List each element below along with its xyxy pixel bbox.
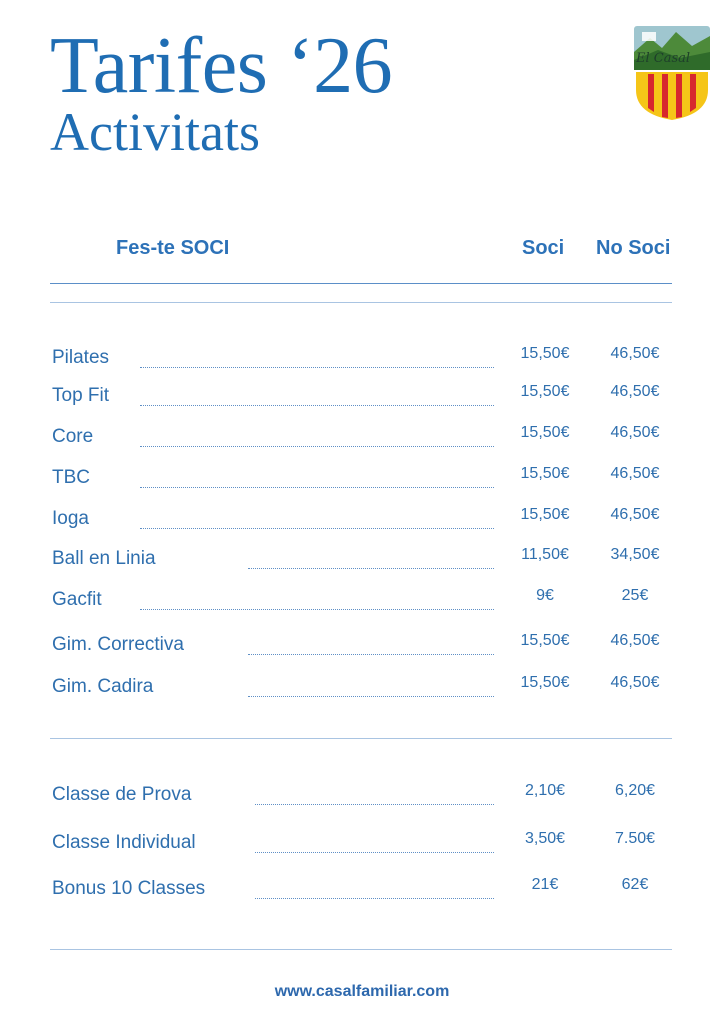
header-no-soci: No Soci bbox=[596, 237, 671, 259]
page-subtitle: Activitats bbox=[50, 102, 260, 162]
class-name: Bonus 10 Classes bbox=[52, 878, 206, 899]
dot-leader bbox=[140, 487, 494, 488]
dot-leader bbox=[248, 654, 494, 655]
price-no-soci: 34,50€ bbox=[610, 546, 660, 563]
dot-leader bbox=[255, 898, 494, 899]
price-row-gim-correctiva bbox=[0, 634, 724, 664]
price-soci: 15,50€ bbox=[520, 632, 570, 649]
price-soci: 21€ bbox=[531, 876, 559, 893]
dot-leader bbox=[140, 405, 494, 406]
price-soci: 15,50€ bbox=[520, 465, 570, 482]
price-row-gacfit bbox=[0, 589, 724, 619]
price-row-bonus-10-classes bbox=[0, 878, 724, 908]
page-title: Tarifes ‘26 bbox=[50, 22, 393, 110]
price-soci: 11,50€ bbox=[521, 546, 569, 563]
price-soci: 15,50€ bbox=[520, 506, 570, 523]
dot-leader bbox=[248, 696, 494, 697]
price-row-ioga bbox=[0, 508, 724, 538]
section-divider bbox=[50, 738, 672, 739]
price-row-classe-individual bbox=[0, 832, 724, 862]
activity-name: Gacfit bbox=[52, 589, 102, 610]
price-no-soci: 6,20€ bbox=[614, 782, 656, 799]
activity-name: Core bbox=[52, 426, 94, 447]
activity-name: TBC bbox=[52, 467, 90, 488]
casal-logo bbox=[628, 22, 714, 122]
header-fes-soci: Fes-te SOCI bbox=[116, 237, 230, 259]
price-no-soci: 46,50€ bbox=[610, 424, 660, 441]
activity-name: Ball en Linia bbox=[52, 548, 156, 569]
section-divider bbox=[50, 949, 672, 950]
price-no-soci: 62€ bbox=[621, 876, 649, 893]
price-row-top-fit bbox=[0, 385, 724, 415]
website-link[interactable]: www.casalfamiliar.com bbox=[274, 983, 450, 1000]
dot-leader bbox=[140, 446, 494, 447]
price-no-soci: 46,50€ bbox=[610, 345, 660, 362]
price-soci: 15,50€ bbox=[520, 674, 570, 691]
price-no-soci: 25€ bbox=[621, 587, 649, 604]
price-soci: 15,50€ bbox=[520, 383, 570, 400]
dot-leader bbox=[140, 528, 494, 529]
dot-leader bbox=[255, 852, 494, 853]
price-no-soci: 46,50€ bbox=[610, 674, 660, 691]
activity-name: Pilates bbox=[52, 347, 110, 368]
price-no-soci: 46,50€ bbox=[610, 383, 660, 400]
price-soci: 9€ bbox=[536, 587, 554, 604]
price-row-tbc bbox=[0, 467, 724, 497]
activity-name: Gim. Cadira bbox=[52, 676, 154, 697]
price-row-ball-en-linia bbox=[0, 548, 724, 578]
price-no-soci: 46,50€ bbox=[610, 632, 660, 649]
dot-leader bbox=[140, 609, 494, 610]
header-soci: Soci bbox=[522, 237, 565, 259]
activity-name: Top Fit bbox=[52, 385, 110, 406]
dot-leader bbox=[255, 804, 494, 805]
class-name: Classe Individual bbox=[52, 832, 196, 853]
price-soci: 3,50€ bbox=[524, 830, 566, 847]
price-row-gim-cadira bbox=[0, 676, 724, 706]
price-no-soci: 7.50€ bbox=[614, 830, 656, 847]
price-row-pilates bbox=[0, 347, 724, 377]
price-no-soci: 46,50€ bbox=[610, 506, 660, 523]
header-divider bbox=[50, 283, 672, 284]
activity-name: Gim. Correctiva bbox=[52, 634, 184, 655]
price-soci: 15,50€ bbox=[520, 345, 570, 362]
class-name: Classe de Prova bbox=[52, 784, 192, 805]
price-row-core bbox=[0, 426, 724, 456]
dot-leader bbox=[140, 367, 494, 368]
price-no-soci: 46,50€ bbox=[610, 465, 660, 482]
price-soci: 2,10€ bbox=[524, 782, 566, 799]
activity-name: Ioga bbox=[52, 508, 89, 529]
dot-leader bbox=[248, 568, 494, 569]
price-soci: 15,50€ bbox=[520, 424, 570, 441]
section-divider bbox=[50, 302, 672, 303]
price-row-classe-de-prova bbox=[0, 784, 724, 814]
svg-text:El Casal: El Casal bbox=[636, 51, 691, 66]
